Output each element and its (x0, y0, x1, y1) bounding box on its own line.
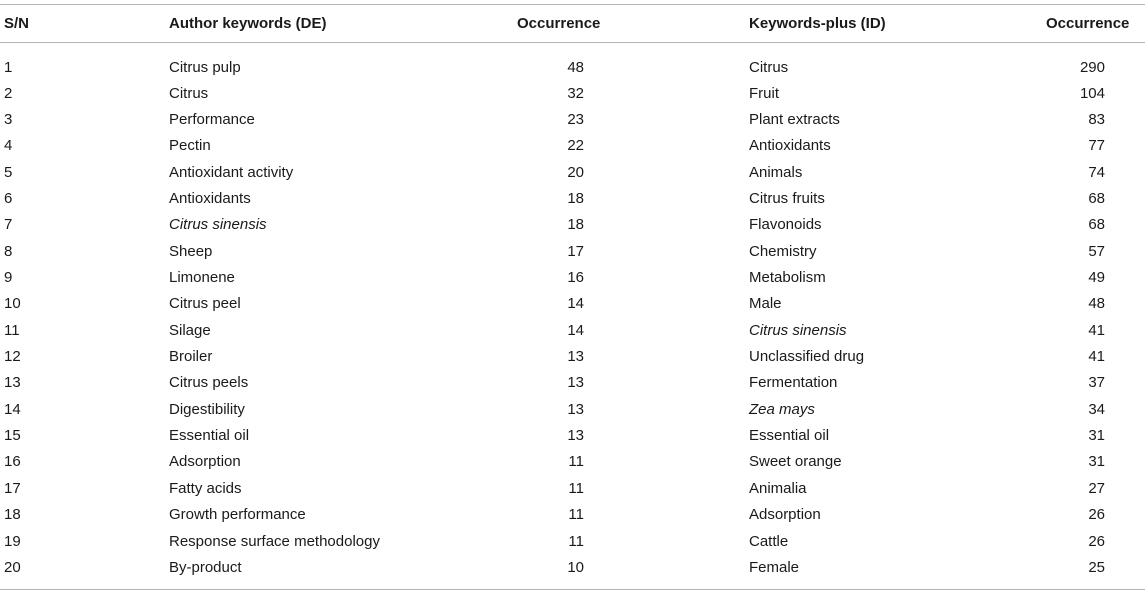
cell-keywords-plus: Metabolism (749, 269, 826, 287)
cell-author-keyword: Pectin (169, 137, 211, 155)
cell-keywords-plus: Cattle (749, 532, 789, 550)
cell-occurrence-de: 13 (567, 348, 584, 366)
table-row (0, 291, 1145, 317)
cell-occurrence-de: 13 (567, 374, 584, 392)
cell-keywords-plus: Female (749, 558, 800, 576)
cell-keywords-plus: Sweet orange (749, 453, 842, 471)
cell-author-keyword: Sheep (169, 242, 213, 260)
table-row (0, 528, 1145, 554)
cell-author-keyword: Antioxidants (169, 190, 251, 208)
cell-occurrence-id: 83 (1088, 111, 1105, 129)
cell-author-keyword: By-product (169, 558, 242, 576)
table-bottom-rule (0, 589, 1145, 590)
table-row (0, 42, 1145, 80)
table-row (0, 343, 1145, 369)
cell-sn: 10 (4, 295, 21, 313)
cell-occurrence-id: 49 (1088, 269, 1105, 287)
cell-keywords-plus: Citrus sinensis (749, 321, 847, 339)
cell-occurrence-de: 20 (567, 163, 584, 181)
cell-sn: 17 (4, 479, 21, 497)
table-header (0, 0, 1145, 42)
cell-author-keyword: Silage (169, 321, 211, 339)
cell-sn: 18 (4, 506, 21, 524)
cell-keywords-plus: Essential oil (749, 427, 830, 445)
cell-author-keyword: Broiler (169, 348, 213, 366)
cell-author-keyword: Limonene (169, 269, 235, 287)
cell-author-keyword: Response surface methodology (169, 532, 380, 550)
cell-occurrence-de: 18 (567, 216, 584, 234)
cell-occurrence-de: 18 (567, 190, 584, 208)
cell-sn: 3 (4, 111, 13, 129)
cell-occurrence-de: 48 (567, 58, 584, 76)
table-row (0, 133, 1145, 159)
cell-keywords-plus: Chemistry (749, 242, 817, 260)
cell-sn: 14 (4, 400, 21, 418)
table-body (0, 42, 1145, 581)
cell-author-keyword: Fatty acids (169, 479, 242, 497)
cell-occurrence-de: 11 (568, 532, 584, 550)
cell-author-keyword: Citrus sinensis (169, 216, 267, 234)
table-row (0, 370, 1145, 396)
cell-occurrence-de: 11 (568, 479, 584, 497)
table-row (0, 317, 1145, 343)
table-row (0, 212, 1145, 238)
cell-author-keyword: Citrus peels (169, 374, 249, 392)
cell-occurrence-de: 11 (568, 453, 584, 471)
cell-author-keyword: Citrus pulp (169, 58, 241, 76)
cell-sn: 6 (4, 190, 13, 208)
table-row (0, 554, 1145, 580)
cell-occurrence-id: 77 (1088, 137, 1105, 155)
cell-author-keyword: Performance (169, 111, 255, 129)
cell-occurrence-id: 37 (1088, 374, 1105, 392)
cell-keywords-plus: Male (749, 295, 782, 313)
cell-occurrence-id: 41 (1088, 321, 1105, 339)
header-keywords-plus: Keywords-plus (ID) (749, 14, 886, 32)
cell-occurrence-id: 48 (1088, 295, 1105, 313)
cell-author-keyword: Citrus (169, 84, 209, 102)
cell-sn: 19 (4, 532, 21, 550)
cell-occurrence-de: 10 (567, 558, 584, 576)
table-row (0, 422, 1145, 448)
table-row (0, 159, 1145, 185)
cell-occurrence-de: 32 (567, 84, 584, 102)
cell-sn: 12 (4, 348, 21, 366)
cell-sn: 2 (4, 84, 13, 102)
header-author-keywords: Author keywords (DE) (169, 14, 327, 32)
table-row (0, 106, 1145, 132)
cell-occurrence-id: 27 (1088, 479, 1105, 497)
cell-occurrence-de: 16 (567, 269, 584, 287)
cell-keywords-plus: Fruit (749, 84, 779, 102)
header-occurrence-de: Occurrence (517, 14, 601, 32)
cell-occurrence-id: 57 (1088, 242, 1105, 260)
cell-keywords-plus: Adsorption (749, 506, 821, 524)
table-row (0, 396, 1145, 422)
cell-author-keyword: Adsorption (169, 453, 241, 471)
table-row (0, 502, 1145, 528)
cell-author-keyword: Citrus peel (169, 295, 241, 313)
cell-sn: 20 (4, 558, 21, 576)
cell-keywords-plus: Unclassified drug (749, 348, 865, 366)
cell-occurrence-id: 290 (1079, 58, 1105, 76)
cell-author-keyword: Essential oil (169, 427, 250, 445)
cell-occurrence-id: 26 (1088, 532, 1105, 550)
cell-keywords-plus: Flavonoids (749, 216, 822, 234)
cell-occurrence-id: 104 (1079, 84, 1105, 102)
cell-sn: 11 (4, 321, 20, 339)
table-row (0, 185, 1145, 211)
cell-sn: 1 (4, 58, 13, 76)
cell-sn: 5 (4, 163, 13, 181)
cell-occurrence-id: 31 (1088, 453, 1105, 471)
cell-keywords-plus: Zea mays (749, 400, 815, 418)
header-row (0, 0, 1145, 42)
cell-occurrence-id: 25 (1088, 558, 1105, 576)
header-sn: S/N (4, 14, 30, 32)
cell-author-keyword: Antioxidant activity (169, 163, 294, 181)
cell-occurrence-de: 14 (567, 321, 584, 339)
cell-sn: 13 (4, 374, 21, 392)
header-occurrence-id: Occurrence (1046, 14, 1130, 32)
cell-sn: 9 (4, 269, 13, 287)
cell-occurrence-de: 14 (567, 295, 584, 313)
cell-occurrence-id: 74 (1088, 163, 1105, 181)
cell-occurrence-id: 34 (1088, 400, 1105, 418)
cell-keywords-plus: Animalia (749, 479, 807, 497)
cell-keywords-plus: Antioxidants (749, 137, 831, 155)
cell-sn: 7 (4, 216, 13, 234)
cell-sn: 4 (4, 137, 13, 155)
cell-keywords-plus: Plant extracts (749, 111, 840, 129)
cell-occurrence-de: 22 (567, 137, 584, 155)
cell-occurrence-id: 26 (1088, 506, 1105, 524)
cell-occurrence-de: 11 (568, 506, 584, 524)
table-row (0, 449, 1145, 475)
cell-occurrence-id: 31 (1088, 427, 1105, 445)
table-row (0, 475, 1145, 501)
cell-keywords-plus: Citrus (749, 58, 789, 76)
cell-sn: 15 (4, 427, 21, 445)
cell-occurrence-id: 68 (1088, 216, 1105, 234)
cell-keywords-plus: Fermentation (749, 374, 838, 392)
cell-author-keyword: Digestibility (169, 400, 245, 418)
cell-occurrence-de: 23 (567, 111, 584, 129)
cell-author-keyword: Growth performance (169, 506, 306, 524)
cell-occurrence-de: 17 (567, 242, 584, 260)
cell-occurrence-de: 13 (567, 400, 584, 418)
cell-sn: 8 (4, 242, 13, 260)
table-row (0, 238, 1145, 264)
table-row (0, 264, 1145, 290)
table-row (0, 80, 1145, 106)
cell-sn: 16 (4, 453, 21, 471)
cell-occurrence-id: 68 (1088, 190, 1105, 208)
cell-occurrence-id: 41 (1088, 348, 1105, 366)
cell-keywords-plus: Animals (749, 163, 803, 181)
cell-keywords-plus: Citrus fruits (749, 190, 825, 208)
cell-occurrence-de: 13 (567, 427, 584, 445)
